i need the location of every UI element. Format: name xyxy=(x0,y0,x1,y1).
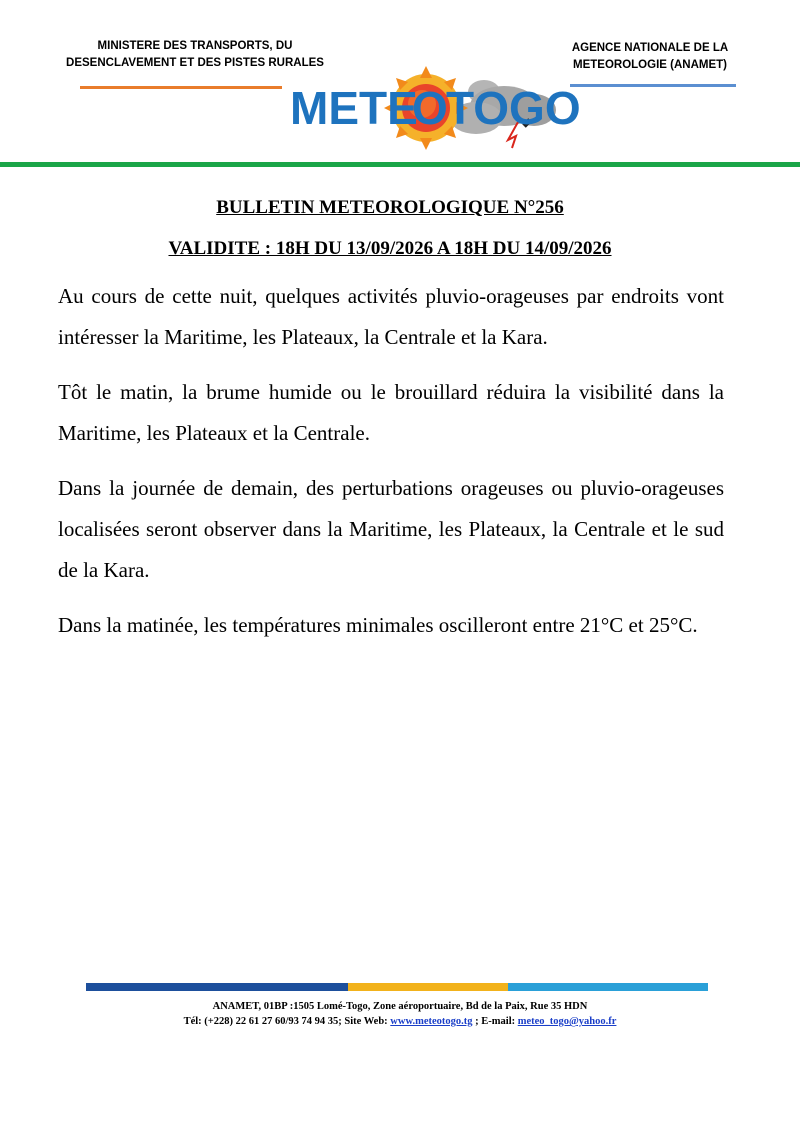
logo-text-left: METE xyxy=(290,82,418,134)
forecast-paragraph-3: Dans la journée de demain, des perturbations orageuses ou pluvio-orageuses localisées seront observer dans la Maritime, les Plateaux, la Centrale et le sud de la Kara. xyxy=(58,476,724,582)
forecast-paragraph-2: Tôt le matin, la brume humide ou le brouillard réduira la visibilité dans la Maritime, les Plateaux et la Centrale. xyxy=(58,380,724,445)
agency-line-2: METEOROLOGIE (ANAMET) xyxy=(573,59,727,71)
email-link[interactable]: meteo_togo@yahoo.fr xyxy=(517,1016,617,1027)
footer-phone: Tél: (+228) 22 61 27 60/93 74 94 35; Site Web: xyxy=(183,1016,391,1027)
footer-contact-line xyxy=(0,1014,800,1029)
meteotogo-logo xyxy=(286,62,596,150)
website-link[interactable]: www.meteotogo.tg xyxy=(390,1016,473,1027)
header-divider xyxy=(0,162,800,167)
ministry-line-2: DESENCLAVEMENT ET DES PISTES RURALES xyxy=(66,57,324,69)
forecast-paragraph-4: Dans la matinée, les températures minimales oscilleront entre 21°C et 25°C. xyxy=(58,613,698,637)
ministry-line-1: MINISTERE DES TRANSPORTS, DU xyxy=(97,40,293,52)
footer-email-label: ; E-mail: xyxy=(472,1016,518,1027)
bulletin-validity: VALIDITE : 18H DU 13/09/2026 A 18H DU 14/09/2026 xyxy=(168,238,612,259)
logo-text-right: TOGO xyxy=(446,82,581,134)
footer-bar-lightblue xyxy=(508,983,708,991)
ministry-rule xyxy=(80,86,282,89)
agency-line-1: AGENCE NATIONALE DE LA xyxy=(571,42,729,54)
forecast-paragraph-1: Au cours de cette nuit, quelques activités pluvio-orageuses par endroits vont intéresser la Maritime, les Plateaux, la Centrale et la Kara. xyxy=(58,284,724,349)
footer-contact xyxy=(0,999,800,1029)
logo-text-o: O xyxy=(412,82,448,134)
bulletin-body xyxy=(58,276,724,660)
footer-address: ANAMET, 01BP :1505 Lomé-Togo, Zone aéroportuaire, Bd de la Paix, Rue 35 HDN xyxy=(212,1001,588,1012)
footer-bar-blue xyxy=(86,983,348,991)
footer-color-bar xyxy=(86,983,708,991)
bulletin-title: BULLETIN METEOROLOGIQUE N°256 xyxy=(216,197,564,218)
footer-bar-yellow xyxy=(348,983,508,991)
